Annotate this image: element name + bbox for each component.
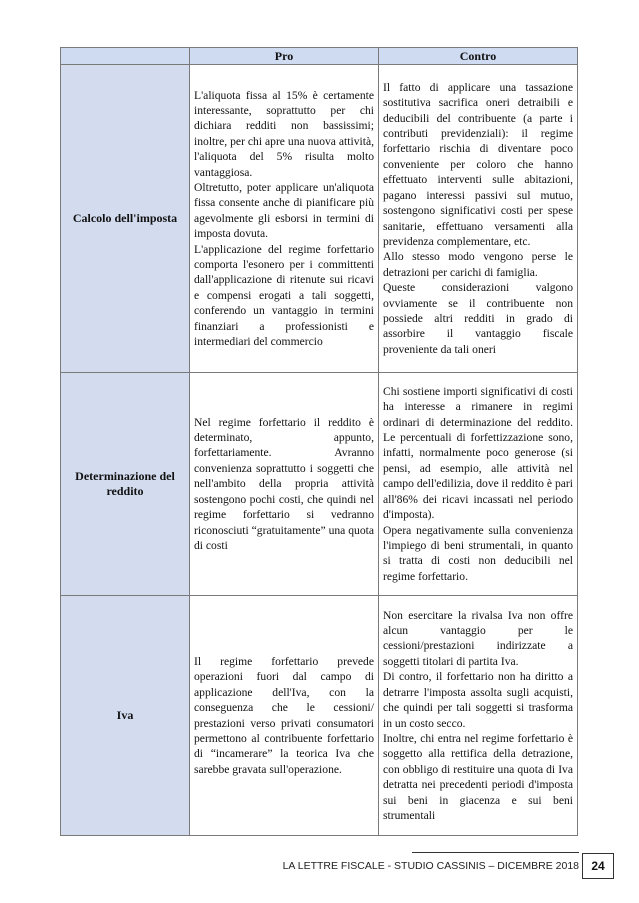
table-row	[61, 373, 578, 596]
row-title: Iva	[61, 596, 190, 836]
pro-cell	[190, 596, 379, 836]
table-header-row	[61, 48, 578, 65]
cell-paragraph: Inoltre, chi entra nel regime forfettario è soggetto alla rettifica della detrazione, con obbligo di restituire una quota di Iva detratta nei precedenti periodi d'imposta sui beni in giacenza e sui beni strumentali	[383, 731, 573, 822]
footer-divider	[412, 852, 579, 853]
header-contro: Contro	[379, 48, 578, 65]
cell-paragraph: Di contro, il forfettario non ha diritto a detrarre l'imposta assolta sugli acquisti, che quindi per tali soggetti si trasforma in un costo secco.	[383, 670, 573, 730]
contro-cell	[379, 373, 578, 596]
contro-cell	[379, 65, 578, 373]
cell-paragraph: Il regime forfettario prevede operazioni fuori dal campo di applicazione dell'Iva, con la conseguenza che le cessioni/ prestazioni verso privati consumatori permettono al contribuente forfettario di “incamerare” la teorica Iva che sarebbe gravata sull'operazione.	[194, 654, 374, 776]
cell-paragraph: L'aliquota fissa al 15% è certamente interessante, soprattutto per chi dichiara redditi non bassissimi; inoltre, per chi apre una nuova attività, l'aliquota del 5% risulta molto vantaggiosa.	[194, 88, 374, 179]
pro-cell	[190, 65, 379, 373]
cell-paragraph: Il fatto di applicare una tassazione sostitutiva sacrifica oneri detraibili e deducibili del contribuente (a parte i contributi previdenziali): il regime forfettario rischia di diventare poco conveniente per coloro che hanno effettuato interventi sulle abitazioni, pagano interessi passivi sul mutuo, sostengono significativi costi per spese sanitarie, effettuano versamenti alla previdenza complementare, etc.	[383, 80, 573, 248]
cell-paragraph: Oltretutto, poter applicare un'aliquota fissa consente anche di pianificare più agevolmente gli esborsi in termini di imposta dovuta.	[194, 180, 374, 241]
header-blank-cell	[61, 48, 190, 65]
footer-text: LA LETTRE FISCALE - STUDIO CASSINIS – DICEMBRE 2018	[282, 860, 579, 872]
cell-paragraph: L'applicazione del regime forfettario comporta l'esonero per i committenti dall'applicazione di ritenute sui ricavi e compensi erogati a tali soggetti, conferendo un vantaggio in termini finanziari a professionisti e intermediari del commercio	[194, 242, 374, 349]
row-title: Calcolo dell'imposta	[61, 65, 190, 373]
cell-paragraph: Allo stesso modo vengono perse le detrazioni per carichi di famiglia.	[383, 250, 573, 279]
cell-paragraph: Nel regime forfettario il reddito è determinato, appunto, forfettariamente. Avranno convenienza soprattutto i soggetti che nell'ambito della propria attività sostengono pochi costi, che quindi nel regime forfettario si vedranno riconosciuti “gratuitamente” una quota di costi	[194, 415, 374, 552]
table-row	[61, 596, 578, 836]
cell-paragraph: Opera negativamente sulla convenienza l'impiego di beni strumentali, in quanto si tratta di costi non deducibili nel regime forfettario.	[383, 523, 573, 583]
pro-cell	[190, 373, 379, 596]
cell-paragraph: Queste considerazioni valgono ovviamente se il contribuente non possiede altri redditi in grado di assorbire il vantaggio fiscale proveniente da tali oneri	[383, 281, 573, 356]
cell-paragraph: Chi sostiene importi significativi di costi ha interesse a rimanere in regimi ordinari di determinazione del reddito. Le percentuali di forfettizzazione sono, infatti, normalmente poco generose (si pensi, ad esempio, alle attività nel campo dell'edilizia, dove il reddito è pari all'86% dei ricavi incassati nel periodo d'imposta).	[383, 384, 573, 522]
page-footer	[0, 850, 639, 880]
row-title: Determinazione del reddito	[61, 373, 190, 596]
page-number: 24	[582, 853, 614, 879]
header-pro: Pro	[190, 48, 379, 65]
pros-cons-table	[60, 47, 578, 836]
cell-paragraph: Non esercitare la rivalsa Iva non offre alcun vantaggio per le cessioni/prestazioni indirizzate a soggetti titolari di partita Iva.	[383, 608, 573, 668]
table-row	[61, 65, 578, 373]
contro-cell	[379, 596, 578, 836]
